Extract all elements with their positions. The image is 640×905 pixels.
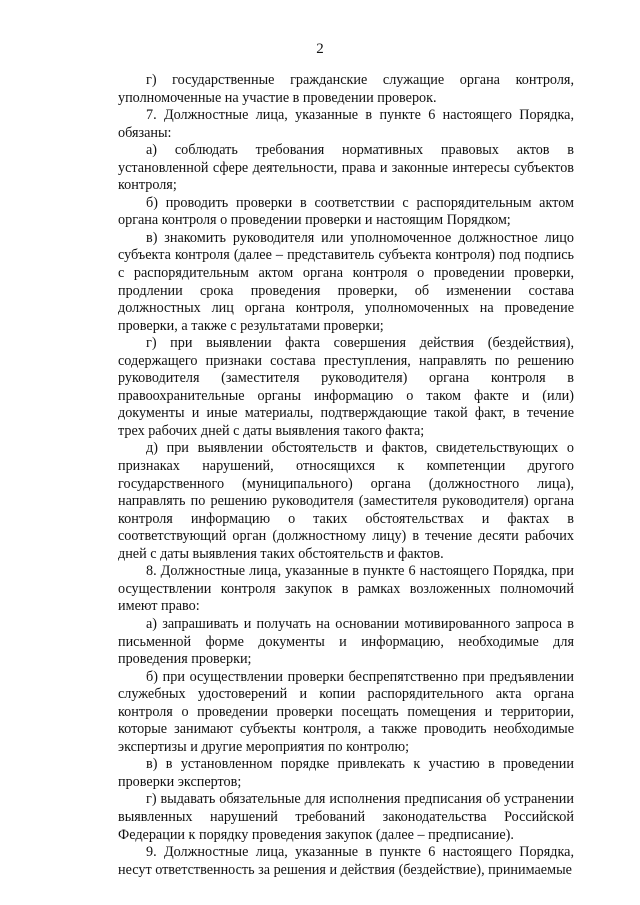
paragraph-7g-crime-signs: г) при выявлении факта совершения действия (бездействия), содержащего признаки состава преступления, направлять по решению руководителя (заместителя руководителя) органа контроля в правоохранительные органы информацию о таком факте и (или) документы и иные материалы, подтверждающие такой факт, в течение трех рабочих дней с даты выявления такого факта; — [118, 335, 574, 439]
paragraph-7a-comply-requirements: а) соблюдать требования нормативных правовых актов в установленной сфере деятельности, права и законные интересы субъектов контроля; — [118, 142, 574, 194]
paragraph-4g-civil-servants: г) государственные гражданские служащие органа контроля, уполномоченные на участие в проведении проверок. — [118, 72, 574, 106]
paragraph-8a-request-documents: а) запрашивать и получать на основании мотивированного запроса в письменной форме документы и информацию, необходимые для проведения проверки; — [118, 615, 574, 668]
paragraph-8-rights-heading: 8. Должностные лица, указанные в пункте 6 настоящего Порядка, при осуществлении контроля закупок в рамках возложенных полномочий имеют право: — [118, 563, 574, 615]
paragraph-7v-acquaint-representative: в) знакомить руководителя или уполномоченное должностное лицо субъекта контроля (далее – представитель субъекта контроля) под подпись с распорядительным актом органа контроля о проведении проверки, продлении срока проведения проверки, об изменении состава должностных лиц органа контроля, уполномоченных на проведение проверки, а также с результатами проверки; — [118, 229, 574, 334]
paragraph-7b-conduct-inspections: б) проводить проверки в соответствии с распорядительным актом органа контроля о проведении проверки и настоящим Порядком; — [118, 194, 574, 229]
paragraph-7d-other-authority-violations: д) при выявлении обстоятельств и фактов, свидетельствующих о признаках нарушений, относящихся к компетенции другого государственного (муниципального) органа (должностного лица), направлять по решению руководителя (заместителя руководителя) органа контроля информацию о таких обстоятельствах и фактах в соответствующий орган (должностному лицу) в течение десяти рабочих дней с даты выявления таких обстоятельств и фактов. — [118, 440, 574, 562]
paragraph-8v-involve-experts: в) в установленном порядке привлекать к участию в проведении проверки экспертов; — [118, 756, 574, 790]
paragraph-8g-issue-orders: г) выдавать обязательные для исполнения предписания об устранении выявленных нарушений требований законодательства Российской Федерации к порядку проведения закупок (далее – предписание). — [118, 791, 574, 843]
paragraph-9-responsibility: 9. Должностные лица, указанные в пункте 6 настоящего Порядка, несут ответственность за решения и действия (бездействие), принимаемые — [118, 844, 574, 878]
page-number: 2 — [316, 41, 324, 57]
paragraph-7-duties-heading: 7. Должностные лица, указанные в пункте 6 настоящего Порядка, обязаны: — [118, 107, 574, 141]
document-body — [118, 72, 574, 879]
paragraph-8b-visit-premises: б) при осуществлении проверки беспрепятственно при предъявлении служебных удостоверений и копии распорядительного акта органа контроля о проведении проверки посещать помещения и территории, которые занимают субъекты контроля, а также проводить необходимые экспертизы и другие мероприятия по контролю; — [118, 668, 574, 755]
